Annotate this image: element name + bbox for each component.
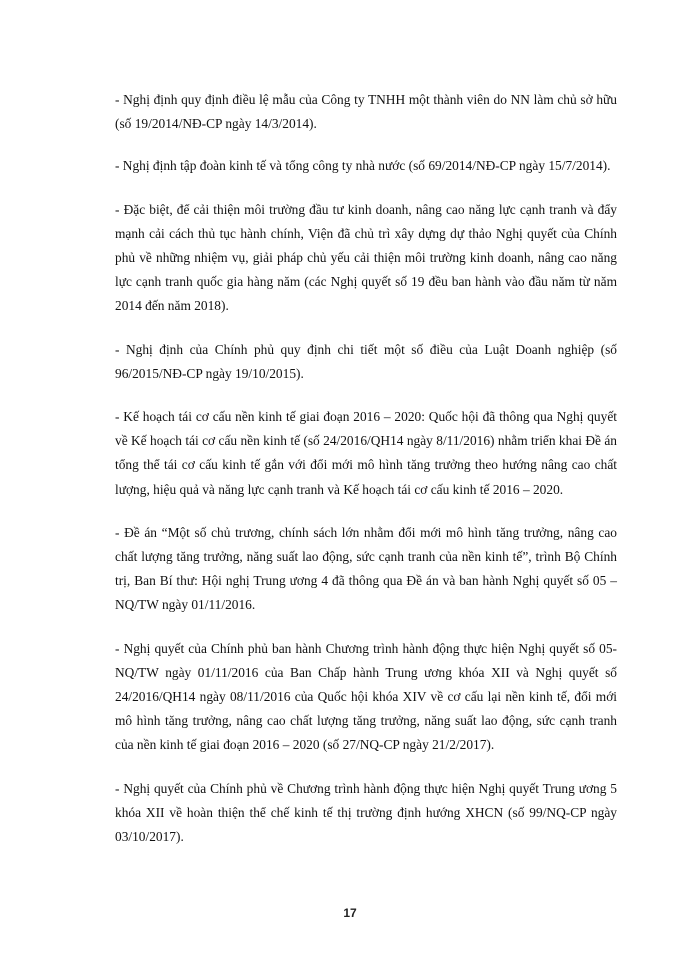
paragraph-decree-19-2014: - Nghị định quy định điều lệ mẫu của Công ty TNHH một thành viên do NN làm chủ sở hữu (số 19/2014/NĐ-CP ngày 14/3/2014).	[115, 92, 617, 132]
paragraph-restructuring-plan-2016-2020: - Kế hoạch tái cơ cấu nền kinh tế giai đoạn 2016 – 2020: Quốc hội đã thông qua Nghị quyết về Kế hoạch tái cơ cấu nền kinh tế (số 24/2016/QH14 ngày 8/11/2016) nhằm triển khai Đề án tổng thể tái cơ cấu kinh tế gắn với đổi mới mô hình tăng trưởng theo hướng nâng cao chất lượng, hiệu quả và năng lực cạnh tranh và Kế hoạch tái cơ cấu kinh tế 2016 – 2020.	[115, 409, 617, 497]
paragraph-resolution-19-business-environment: - Đặc biệt, để cải thiện môi trường đầu tư kinh doanh, nâng cao năng lực cạnh tranh và đẩy mạnh cải cách thủ tục hành chính, Viện đã chủ trì xây dựng dự thảo Nghị quyết của Chính phủ về những nhiệm vụ, giải pháp chủ yếu cải thiện môi trường kinh doanh, nâng cao năng lực cạnh tranh quốc gia hàng năm (các Nghị quyết số 19 đều ban hành vào đầu năm từ năm 2014 đến năm 2018).	[115, 201, 617, 314]
document-body	[115, 88, 617, 868]
paragraph-decree-96-2015: - Nghị định của Chính phủ quy định chi tiết một số điều của Luật Doanh nghiệp (số 96/2015/NĐ-CP ngày 19/10/2015).	[115, 341, 617, 381]
paragraph-resolution-99-2017: - Nghị quyết của Chính phủ về Chương trình hành động thực hiện Nghị quyết Trung ương 5 khóa XII về hoàn thiện thể chế kinh tế thị trường định hướng XHCN (số 99/NQ-CP ngày 03/10/2017).	[115, 780, 617, 845]
paragraph-resolution-27-2017: - Nghị quyết của Chính phủ ban hành Chương trình hành động thực hiện Nghị quyết số 05-NQ/TW ngày 01/11/2016 của Ban Chấp hành Trung ương khóa XII và Nghị quyết số 24/2016/QH14 ngày 08/11/2016 của Quốc hội khóa XIV về cơ cấu lại nền kinh tế, đổi mới mô hình tăng trưởng, nâng cao chất lượng tăng trưởng, năng suất lao động, sức cạnh tranh của nền kinh tế giai đoạn 2016 – 2020 (số 27/NQ-CP ngày 21/2/2017).	[115, 640, 617, 753]
paragraph-decree-69-2014: - Nghị định tập đoàn kinh tế và tổng công ty nhà nước (số 69/2014/NĐ-CP ngày 15/7/2014).	[115, 158, 611, 174]
paragraph-growth-model-scheme: - Đề án “Một số chủ trương, chính sách lớn nhằm đổi mới mô hình tăng trưởng, nâng cao chất lượng tăng trưởng, năng suất lao động, sức cạnh tranh của nền kinh tế”, trình Bộ Chính trị, Ban Bí thư: Hội nghị Trung ương 4 đã thông qua Đề án và ban hành Nghị quyết số 05 – NQ/TW ngày 01/11/2016.	[115, 524, 617, 613]
page-number: 17	[343, 906, 357, 920]
